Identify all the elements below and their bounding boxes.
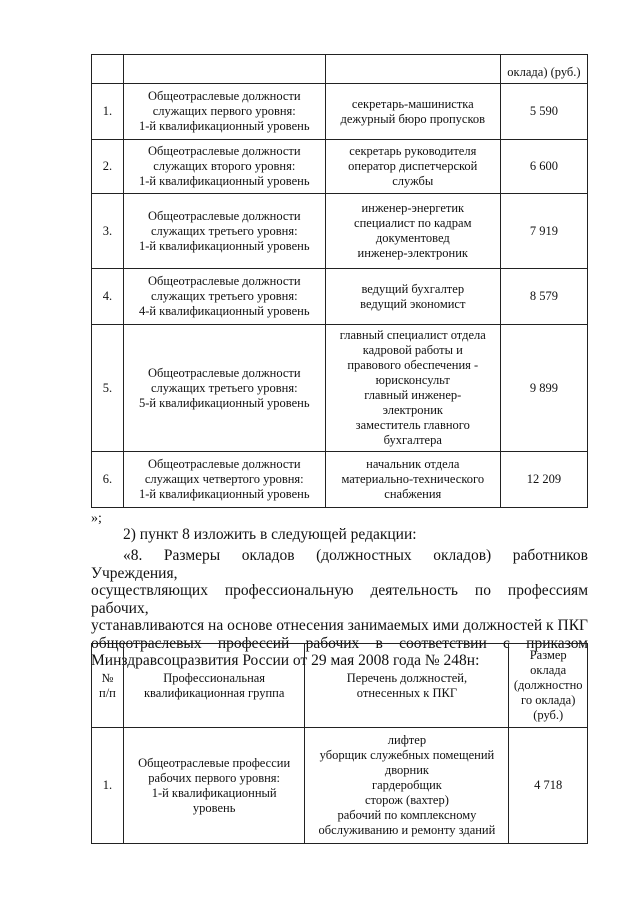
positions-list: лифтер уборщик служебных помещений дворник гардеробщик сторож (вахтер) рабочий по комплексному обслуживанию и ремонту зданий xyxy=(305,728,509,844)
paragraph-line: устанавливаются на основе отнесения занимаемых ими должностей к ПКГ xyxy=(91,617,588,634)
row-number: 6. xyxy=(92,452,124,508)
column-header-number: № п/п xyxy=(92,644,124,728)
paragraph-line: осуществляющих профессиональную деятельность по профессиям рабочих, xyxy=(91,582,588,617)
qualification-group: Общеотраслевые должности служащих третьего уровня: 1-й квалификационный уровень xyxy=(123,194,325,269)
salary-value: 4 718 xyxy=(509,728,588,844)
positions-list: секретарь руководителя оператор диспетчерской службы xyxy=(325,140,500,194)
qualification-group: Общеотраслевые профессии рабочих первого уровня: 1-й квалификационный уровень xyxy=(123,728,305,844)
salary-value: 12 209 xyxy=(500,452,587,508)
table-row xyxy=(92,269,588,325)
table-row xyxy=(92,84,588,140)
salary-header-tail: оклада) (руб.) xyxy=(500,55,587,84)
paragraph-line: 2) пункт 8 изложить в следующей редакции: xyxy=(123,526,417,543)
column-header-group: Профессиональная квалификационная группа xyxy=(123,644,305,728)
table-header-row xyxy=(92,644,588,728)
salary-value: 8 579 xyxy=(500,269,587,325)
positions-list: секретарь-машинистка дежурный бюро пропусков xyxy=(325,84,500,140)
qualification-group: Общеотраслевые должности служащих второго уровня: 1-й квалификационный уровень xyxy=(123,140,325,194)
table-row xyxy=(92,140,588,194)
salary-value: 7 919 xyxy=(500,194,587,269)
positions-list: главный специалист отдела кадровой работы и правового обеспечения - юрисконсульт главный инженер- электроник заместитель главного бухгалтера xyxy=(325,325,500,452)
paragraph-line: Минздравсоцразвития России от 29 мая 2008 года № 248н: xyxy=(91,652,480,669)
table-row xyxy=(92,325,588,452)
paragraph-item-2 xyxy=(91,526,588,544)
row-number: 1. xyxy=(92,728,124,844)
qualification-group: Общеотраслевые должности служащих первого уровня: 1-й квалификационный уровень xyxy=(123,84,325,140)
salary-table-workers xyxy=(91,643,588,844)
paragraph-line: «8. Размеры окладов (должностных окладов) работников Учреждения, xyxy=(91,547,588,582)
qualification-group: Общеотраслевые должности служащих третьего уровня: 4-й квалификационный уровень xyxy=(123,269,325,325)
row-number: 2. xyxy=(92,140,124,194)
row-number: 1. xyxy=(92,84,124,140)
row-number: 5. xyxy=(92,325,124,452)
row-number: 4. xyxy=(92,269,124,325)
salary-value: 9 899 xyxy=(500,325,587,452)
quote-close-mark: »; xyxy=(91,511,102,526)
salary-table-employees xyxy=(91,54,588,508)
column-header-salary: Размер оклада (должностно го оклада) (руб.) xyxy=(509,644,588,728)
row-number: 3. xyxy=(92,194,124,269)
paragraph-line: общеотраслевых профессий рабочих в соответствии с приказом xyxy=(91,634,588,652)
column-header-positions: Перечень должностей, отнесенных к ПКГ xyxy=(305,644,509,728)
qualification-group: Общеотраслевые должности служащих четвертого уровня: 1-й квалификационный уровень xyxy=(123,452,325,508)
table-row xyxy=(92,728,588,844)
table-row xyxy=(92,452,588,508)
positions-list: ведущий бухгалтер ведущий экономист xyxy=(325,269,500,325)
table-header-tail-row xyxy=(92,55,588,84)
salary-value: 5 590 xyxy=(500,84,587,140)
salary-value: 6 600 xyxy=(500,140,587,194)
positions-list: инженер-энергетик специалист по кадрам документовед инженер-электроник xyxy=(325,194,500,269)
table-row xyxy=(92,194,588,269)
qualification-group: Общеотраслевые должности служащих третьего уровня: 5-й квалификационный уровень xyxy=(123,325,325,452)
positions-list: начальник отдела материально-технического снабжения xyxy=(325,452,500,508)
